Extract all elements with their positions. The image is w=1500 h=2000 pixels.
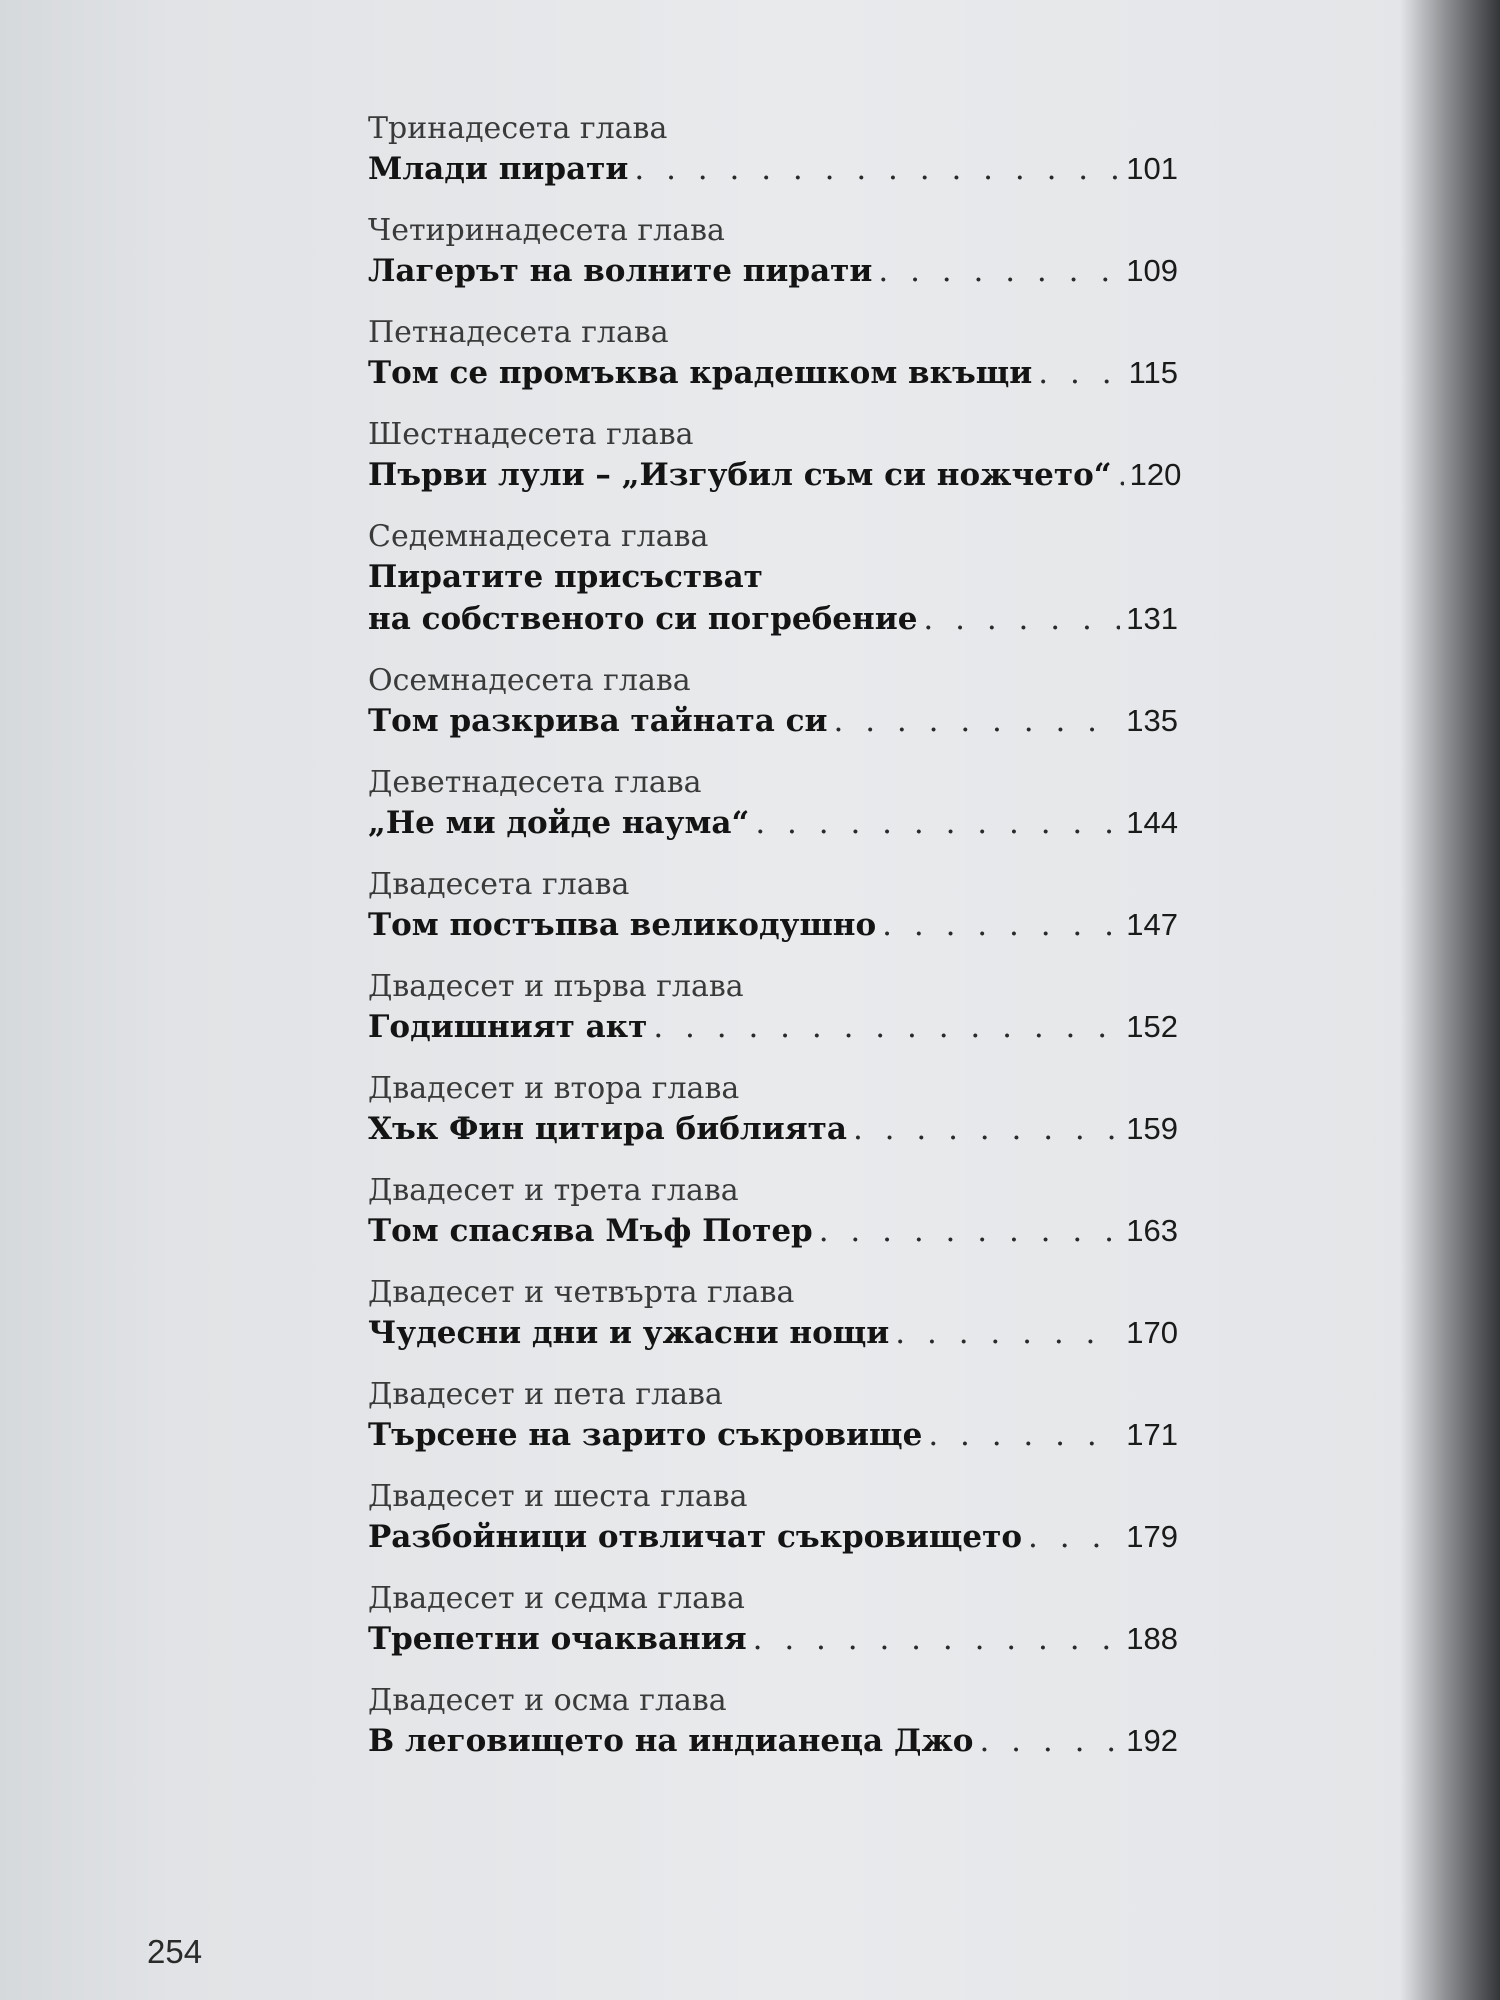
toc-entry <box>368 764 1178 844</box>
leader-dots <box>853 1108 1120 1150</box>
chapter-heading: Двадесет и шеста глава <box>368 1479 748 1514</box>
leader-dots <box>878 250 1120 292</box>
toc-entry <box>368 212 1178 292</box>
chapter-page-number: 152 <box>1126 1009 1178 1044</box>
leader-dots <box>895 1312 1120 1354</box>
chapter-title: Том спасява Мъф Потер <box>368 1213 813 1249</box>
chapter-title: „Не ми дойде наума“ <box>368 805 750 841</box>
chapter-title: на собственото си погребение <box>368 601 918 637</box>
table-of-contents <box>368 110 1182 1784</box>
chapter-title-line <box>368 1006 1178 1048</box>
chapter-page-number: 120 <box>1129 457 1182 492</box>
book-spine-shadow <box>1400 0 1500 2000</box>
chapter-page-number: 170 <box>1126 1315 1178 1350</box>
chapter-title: Том се промъква крадешком вкъщи <box>368 355 1033 391</box>
chapter-title: Лагерът на волните пирати <box>368 253 873 289</box>
chapter-heading: Петнадесета глава <box>368 315 669 350</box>
chapter-title-line <box>368 1720 1178 1762</box>
chapter-page-number: 163 <box>1126 1213 1178 1248</box>
leader-dots <box>928 1414 1120 1456</box>
chapter-title-line <box>368 250 1178 292</box>
chapter-title-line <box>368 598 1178 640</box>
chapter-heading: Шестнадесета глава <box>368 417 694 452</box>
chapter-page-number: 144 <box>1126 805 1178 840</box>
leader-dots <box>753 1618 1121 1660</box>
chapter-title-first-line: Пиратите присъстват <box>368 559 763 595</box>
chapter-title: Годишният акт <box>368 1009 648 1045</box>
chapter-title-line <box>368 352 1178 394</box>
chapter-title: Първи лули – „Изгубил съм си ножчето“ <box>368 457 1112 493</box>
chapter-title: Чудесни дни и ужасни нощи <box>368 1315 890 1351</box>
chapter-page-number: 109 <box>1126 253 1178 288</box>
chapter-title-line <box>368 1108 1178 1150</box>
chapter-heading: Двадесет и пета глава <box>368 1377 723 1412</box>
chapter-heading: Двадесета глава <box>368 867 630 902</box>
chapter-page-number: 171 <box>1126 1417 1178 1452</box>
chapter-title-line <box>368 1210 1178 1252</box>
toc-entry <box>368 662 1178 742</box>
chapter-page-number: 188 <box>1126 1621 1178 1656</box>
toc-entry <box>368 518 1178 640</box>
chapter-title-line <box>368 904 1178 946</box>
leader-dots <box>653 1006 1120 1048</box>
chapter-heading: Тринадесета глава <box>368 111 668 146</box>
toc-entry <box>368 866 1178 946</box>
toc-entry <box>368 1478 1178 1558</box>
chapter-title: Хък Фин цитира библията <box>368 1111 847 1147</box>
leader-dots <box>634 148 1120 190</box>
toc-entry <box>368 110 1178 190</box>
chapter-title: Разбойници отвличат съкровището <box>368 1519 1023 1555</box>
toc-entry <box>368 314 1178 394</box>
leader-dots <box>979 1720 1120 1762</box>
chapter-title-line <box>368 1414 1178 1456</box>
leader-dots <box>923 598 1120 640</box>
chapter-title-line <box>368 148 1178 190</box>
chapter-page-number: 135 <box>1126 703 1178 738</box>
leader-dots <box>882 904 1120 946</box>
chapter-heading: Двадесет и четвърта глава <box>368 1275 795 1310</box>
chapter-page-number: 115 <box>1128 355 1178 390</box>
chapter-heading: Двадесет и седма глава <box>368 1581 745 1616</box>
chapter-page-number: 101 <box>1126 151 1178 186</box>
chapter-title: Трепетни очаквания <box>368 1621 747 1657</box>
chapter-heading: Четиринадесета глава <box>368 213 725 248</box>
toc-entry <box>368 1580 1178 1660</box>
chapter-heading: Двадесет и втора глава <box>368 1071 740 1106</box>
chapter-title-line <box>368 1516 1178 1558</box>
chapter-title-line <box>368 1312 1178 1354</box>
chapter-title: Млади пирати <box>368 151 629 187</box>
chapter-heading: Двадесет и първа глава <box>368 969 744 1004</box>
leader-dots <box>755 802 1120 844</box>
chapter-heading: Двадесет и осма глава <box>368 1683 727 1718</box>
chapter-page-number: 192 <box>1126 1723 1178 1758</box>
page-number: 254 <box>147 1933 203 1970</box>
toc-entry <box>368 1376 1178 1456</box>
chapter-page-number: 159 <box>1126 1111 1178 1146</box>
toc-entry <box>368 968 1178 1048</box>
chapter-heading: Деветнадесета глава <box>368 765 702 800</box>
chapter-title-line <box>368 1618 1178 1660</box>
leader-dots <box>1028 1516 1120 1558</box>
toc-entry <box>368 416 1182 496</box>
toc-entry <box>368 1070 1178 1150</box>
leader-dots <box>834 700 1121 742</box>
toc-entry <box>368 1172 1178 1252</box>
chapter-page-number: 131 <box>1126 601 1178 636</box>
chapter-page-number: 179 <box>1126 1519 1178 1554</box>
chapter-title: В леговището на индианеца Джо <box>368 1723 974 1759</box>
toc-entry <box>368 1682 1178 1762</box>
chapter-title-line <box>368 802 1178 844</box>
leader-dots <box>1118 454 1124 496</box>
chapter-heading: Седемнадесета глава <box>368 519 709 554</box>
chapter-title: Търсене на зарито съкровище <box>368 1417 923 1453</box>
toc-entry <box>368 1274 1178 1354</box>
chapter-title-line <box>368 454 1182 496</box>
chapter-heading: Двадесет и трета глава <box>368 1173 739 1208</box>
chapter-title: Том постъпва великодушно <box>368 907 877 943</box>
leader-dots <box>1038 352 1122 394</box>
chapter-heading: Осемнадесета глава <box>368 663 691 698</box>
chapter-title-line <box>368 700 1178 742</box>
chapter-page-number: 147 <box>1126 907 1178 942</box>
chapter-title: Том разкрива тайната си <box>368 703 828 739</box>
leader-dots <box>819 1210 1121 1252</box>
